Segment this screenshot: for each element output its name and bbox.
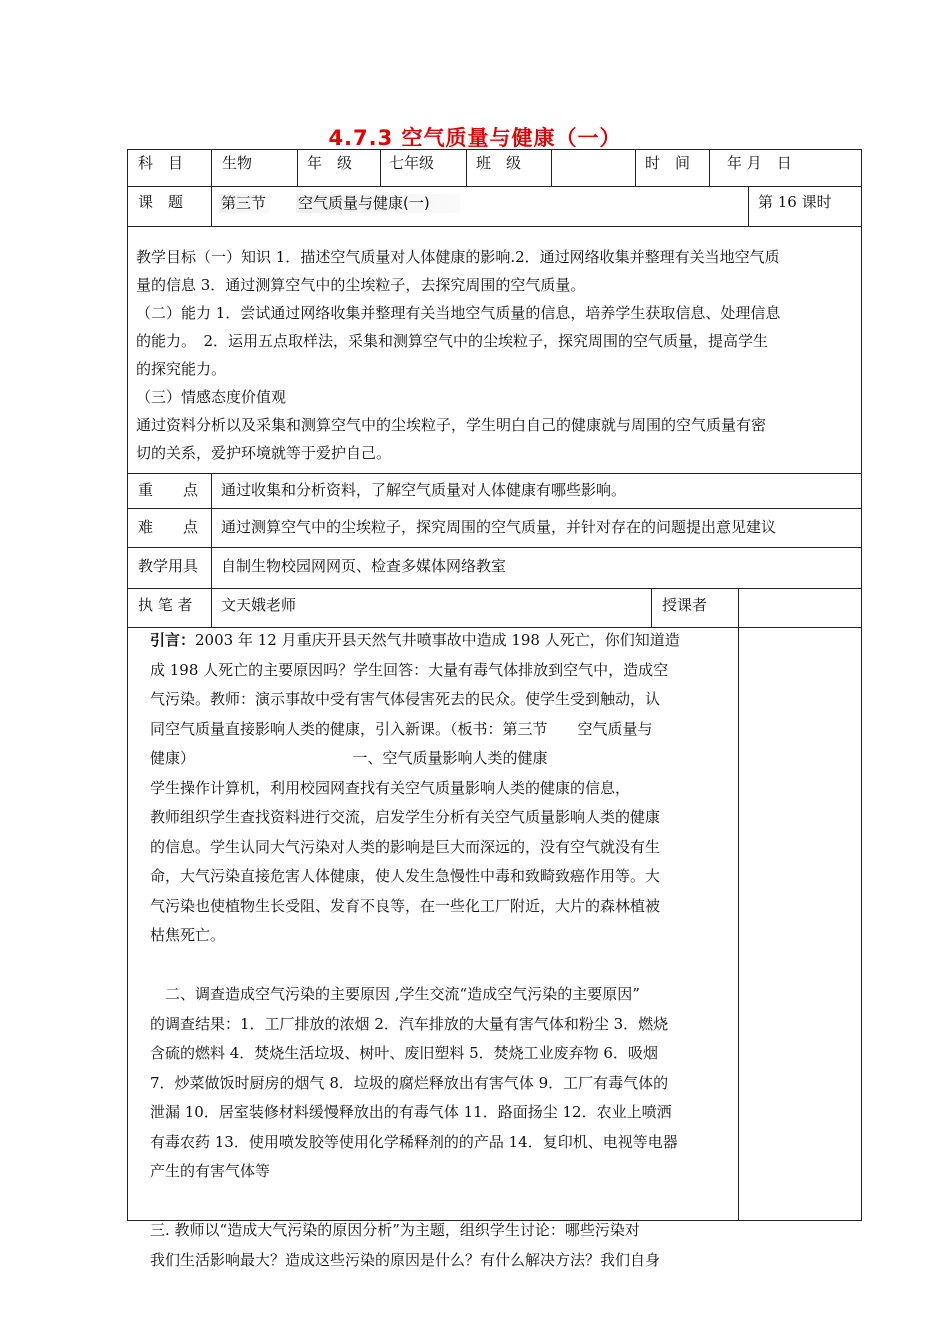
row-divider <box>127 473 862 474</box>
grade-label: 年 级 <box>307 154 353 172</box>
col-divider <box>748 186 749 226</box>
col-divider <box>635 149 636 186</box>
row-divider <box>127 226 862 227</box>
body-line: 三. 教师以“造成大气污染的原因分析”为主题，组织学生讨论：哪些污染对 <box>150 1221 640 1239</box>
intro-label: 引言： <box>150 631 196 649</box>
body-line: 健康） 一、空气质量影响人类的健康 <box>150 749 548 767</box>
time-value: 年 月 日 <box>727 154 792 172</box>
tools-label: 教学用具 <box>138 557 199 575</box>
intro-text: 2003 年 12 月重庆开县天然气井喷事故中造成 198 人死亡，你们知道造 <box>195 631 680 649</box>
key-point-label: 重 点 <box>138 481 199 499</box>
col-divider <box>297 149 298 186</box>
body-line: 枯焦死亡。 <box>150 926 226 944</box>
body-line: 气污染也使植物生长受阻、发育不良等，在一些化工厂附近，大片的森林植被 <box>150 896 661 915</box>
time-label: 时 间 <box>645 154 691 172</box>
lesson-number: 第 16 课时 <box>758 193 832 211</box>
col-divider <box>738 588 739 1221</box>
body-line: 同空气质量直接影响人类的健康，引入新课。（板书：第三节 空气质量与 <box>150 719 653 738</box>
intro-line <box>150 626 728 656</box>
lesson-body <box>150 626 728 1275</box>
objective-line: 通过资料分析以及采集和测算空气中的尘埃粒子，学生明白自己的健康就与周围的空气质量有密 <box>136 416 767 434</box>
col-divider <box>211 149 212 186</box>
grade-value: 七年级 <box>389 154 435 172</box>
topic-section: 第三节 <box>219 194 270 213</box>
objective-line: 教学目标（一）知识 1．描述空气质量对人体健康的影响.2．通过网络收集并整理有关当地空气质 <box>136 248 780 266</box>
col-divider <box>551 149 552 186</box>
body-line: 的调查结果：1．工厂排放的浓烟 2．汽车排放的大量有害气体和粉尘 3．燃烧 <box>150 1014 669 1033</box>
objective-line: 量的信息 3．通过测算空气中的尘埃粒子，去探究周围的空气质量。 <box>136 276 586 294</box>
row-divider <box>127 588 862 589</box>
author-value: 文天娥老师 <box>221 596 297 614</box>
body-line: 我们生活影响最大？造成这些污染的原因是什么？有什么解决方法？我们自身 <box>150 1250 661 1269</box>
objective-line: 的能力。 2．运用五点取样法，采集和测算空气中的尘埃粒子，探究周围的空气质量，提高学生 <box>136 332 769 350</box>
blank-line <box>150 1187 728 1217</box>
page-title: 4.7.3 空气质量与健康（一） <box>328 126 622 150</box>
objective-line: （二）能力 1．尝试通过网络收集并整理有关当地空气质量的信息，培养学生获取信息、处理信息 <box>136 304 781 322</box>
col-divider <box>211 473 212 627</box>
col-divider <box>709 149 710 186</box>
body-line: 气污染。教师：演示事故中受有害气体侵害死去的民众。使学生受到触动，认 <box>150 690 661 708</box>
subject-value: 生物 <box>222 154 253 172</box>
tools-value: 自制生物校园网网页、检查多媒体网络教室 <box>221 557 507 575</box>
body-line: 成 198 人死亡的主要原因吗？学生回答：大量有毒气体排放到空气中，造成空 <box>150 660 669 679</box>
body-line: 学生操作计算机，利用校园网查找有关空气质量影响人类的健康的信息， <box>150 778 631 797</box>
col-divider <box>466 149 467 186</box>
key-point-value: 通过收集和分析资料，了解空气质量对人体健康有哪些影响。 <box>221 481 627 499</box>
row-divider <box>127 508 862 509</box>
subject-label: 科 目 <box>138 154 184 172</box>
body-line: 7．炒菜做饭时厨房的烟气 8．垃圾的腐烂释放出有害气体 9．工厂有毒气体的 <box>150 1073 669 1092</box>
row-divider <box>127 547 862 548</box>
objective-line: 的探究能力。 <box>136 360 227 378</box>
teaching-objectives <box>136 243 856 467</box>
objective-line: 切的关系，爱护环境就等于爱护自己。 <box>136 444 392 462</box>
teacher-label: 授课者 <box>662 596 708 614</box>
topic-label: 课 题 <box>138 193 184 211</box>
row-divider <box>127 186 862 187</box>
col-divider <box>211 186 212 226</box>
body-line: 的信息。学生认同大气污染对人类的影响是巨大而深远的，没有空气就没有生 <box>150 837 661 856</box>
difficulty-label: 难 点 <box>138 518 199 536</box>
body-line: 教师组织学生查找资料进行交流，启发学生分析有关空气质量影响人类的健康 <box>150 808 661 826</box>
difficulty-value: 通过测算空气中的尘埃粒子，探究周围的空气质量，并针对存在的问题提出意见建议 <box>221 518 777 536</box>
body-line: 有毒农药 13．使用喷发胶等使用化学稀释剂的的产品 14．复印机、电视等电器 <box>150 1132 678 1151</box>
body-line: 泄漏 10．居室装修材料缓慢释放出的有毒气体 11．路面扬尘 12．农业上喷洒 <box>150 1103 672 1121</box>
objective-line: （三）情感态度价值观 <box>136 388 287 406</box>
class-label: 班 级 <box>476 154 522 172</box>
body-line: 含硫的燃料 4．焚烧生活垃圾、树叶、废旧塑料 5．焚烧工业废弃物 6．吸烟 <box>150 1044 658 1062</box>
topic-title: 空气质量与健康(一) <box>296 194 460 213</box>
author-label: 执 笔 者 <box>138 596 193 614</box>
body-line: 二、调查造成空气污染的主要原因 ,学生交流“造成空气污染的主要原因” <box>150 985 640 1003</box>
body-line: 产生的有害气体等 <box>150 1162 271 1180</box>
body-line: 命，大气污染直接危害人体健康，使人发生急慢性中毒和致畸致癌作用等。大 <box>150 867 661 885</box>
col-divider <box>651 588 652 627</box>
col-divider <box>380 149 381 186</box>
blank-line <box>150 951 728 981</box>
